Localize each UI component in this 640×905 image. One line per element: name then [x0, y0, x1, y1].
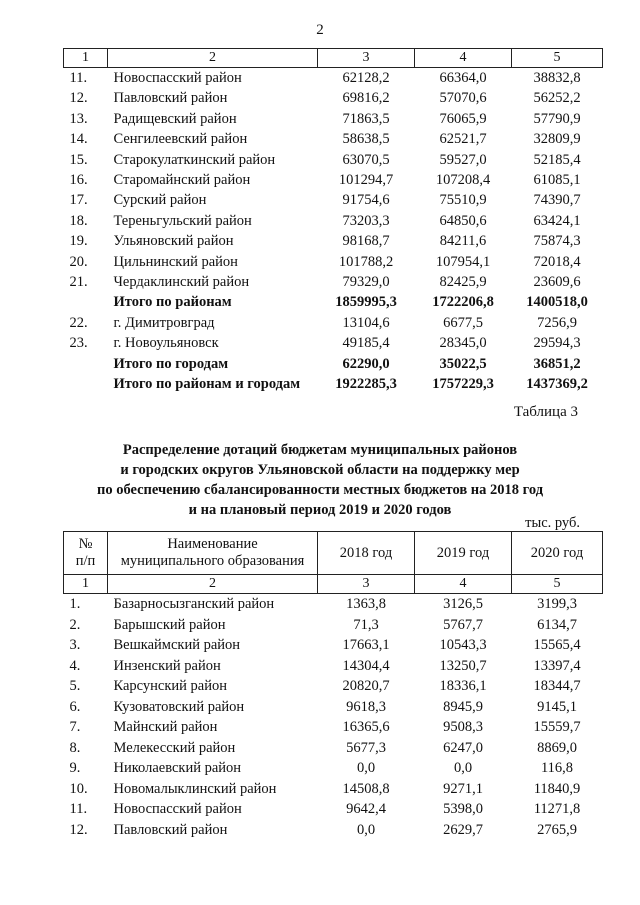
column-index-1: 1: [64, 49, 108, 68]
column-index-5: 5: [512, 575, 603, 594]
row-name: Павловский район: [113, 90, 228, 107]
row-number: [64, 354, 108, 374]
row-name: Ульяновский район: [113, 233, 234, 250]
row-value-2018: 62128,2: [342, 70, 390, 86]
column-index-2: 2: [108, 575, 318, 594]
row-value-2019: 0,0: [453, 760, 473, 776]
row-value-2020: 63424,1: [533, 212, 581, 229]
row-value-2018: 0,0: [356, 760, 376, 776]
row-value-2020: 74390,7: [533, 192, 581, 209]
table-title-line: и городских округов Ульяновской области на поддержку мер: [120, 462, 520, 478]
row-name: г. Новоульяновск: [113, 335, 219, 352]
row-value-2019: 8945,9: [443, 698, 483, 715]
row-value-2018: 49185,4: [342, 335, 390, 352]
column-index-1: 1: [64, 575, 108, 594]
row-number: 3.: [69, 637, 81, 653]
row-value-2018: 9618,3: [346, 698, 386, 715]
row-number: 14.: [69, 131, 88, 148]
row-name: Вешкаймский район: [113, 637, 241, 653]
row-value-2019: 75510,9: [439, 192, 487, 209]
row-value-2019: 76065,9: [439, 110, 487, 127]
table-row: [64, 231, 603, 251]
row-value-2020: 61085,1: [533, 172, 581, 189]
row-value-2020: 52185,4: [533, 151, 581, 168]
row-value-2018: 71863,5: [342, 110, 390, 127]
header-2018: 2018 год: [318, 532, 415, 575]
table-row: [64, 779, 603, 800]
row-value-2019: 107954,1: [435, 253, 491, 270]
row-value-2018: 16365,6: [342, 719, 390, 735]
row-value-2019: 82425,9: [439, 274, 487, 291]
row-value-2019: 28345,0: [439, 335, 487, 352]
table-row: [64, 211, 603, 231]
row-value-2018: 73203,3: [342, 212, 390, 229]
table-row: [64, 738, 603, 759]
column-index-2: 2: [108, 49, 318, 68]
row-value-2019: 1757229,3: [432, 376, 494, 393]
row-value-2020: 36851,2: [533, 355, 581, 372]
row-value-2020: 18344,7: [533, 678, 581, 694]
page-number: 2: [316, 22, 324, 38]
row-number: 5.: [69, 678, 81, 694]
header-name-line1: Наименование: [167, 536, 258, 552]
table-row: [64, 129, 603, 149]
row-value-2020: 38832,8: [533, 70, 581, 86]
row-value-2018: 71,3: [353, 616, 379, 633]
table-row: [64, 758, 603, 779]
row-name: Сурский район: [113, 192, 207, 209]
row-value-2018: 91754,6: [342, 192, 390, 209]
row-value-2018: 14304,4: [342, 657, 390, 674]
table-row: [64, 635, 603, 656]
header-2020: 2020 год: [512, 532, 603, 575]
row-number: 15.: [69, 151, 88, 168]
row-number: 16.: [69, 172, 88, 189]
row-number: [64, 374, 108, 394]
row-value-2018: 101788,2: [338, 253, 394, 270]
header-number-line2: п/п: [75, 553, 96, 569]
row-value-2018: 0,0: [356, 821, 376, 838]
row-value-2019: 35022,5: [439, 355, 487, 372]
row-name: Итого по районам и городам: [113, 376, 301, 393]
table-row: [64, 333, 603, 353]
row-value-2020: 29594,3: [533, 335, 581, 352]
table-row: [64, 656, 603, 677]
table-row: [64, 799, 603, 820]
row-name: Кузоватовский район: [113, 698, 245, 715]
row-number: 19.: [69, 233, 88, 250]
row-number: 22.: [69, 314, 88, 331]
row-number: 12.: [69, 821, 88, 838]
row-value-2018: 1922285,3: [335, 376, 397, 393]
row-value-2018: 79329,0: [342, 274, 390, 291]
row-value-2020: 8869,0: [537, 739, 577, 756]
row-name: Сенгилеевский район: [113, 131, 248, 148]
table-row: [64, 170, 603, 190]
row-name: Инзенский район: [113, 657, 221, 674]
row-name: Радищевский район: [113, 110, 237, 127]
row-number: 17.: [69, 192, 88, 209]
row-value-2019: 107208,4: [435, 172, 491, 189]
row-number: 11.: [69, 70, 88, 86]
row-value-2018: 63070,5: [342, 151, 390, 168]
row-number: [64, 292, 108, 312]
row-number: 21.: [69, 274, 88, 291]
row-name: г. Димитровград: [113, 314, 215, 331]
row-value-2018: 58638,5: [342, 131, 390, 148]
row-value-2020: 1400518,0: [526, 294, 588, 311]
row-value-2020: 13397,4: [533, 657, 581, 674]
row-value-2019: 6677,5: [443, 314, 483, 331]
table-title: [0, 440, 640, 520]
table-row: [64, 88, 603, 108]
row-name: Карсунский район: [113, 678, 228, 694]
table-title-line: Распределение дотаций бюджетам муниципальных районов: [122, 442, 518, 458]
row-value-2019: 59527,0: [439, 151, 487, 168]
table-row: [64, 717, 603, 738]
row-value-2019: 84211,6: [439, 233, 487, 250]
row-value-2020: 7256,9: [537, 314, 577, 331]
row-value-2019: 2629,7: [443, 821, 483, 838]
row-value-2019: 6247,0: [443, 739, 483, 756]
table-row: [64, 354, 603, 374]
row-number: 18.: [69, 212, 88, 229]
row-name: Тереньгульский район: [113, 212, 252, 229]
row-name: Николаевский район: [113, 760, 242, 776]
row-value-2020: 15565,4: [533, 637, 581, 653]
table-row: [64, 313, 603, 333]
column-index-3: 3: [318, 575, 415, 594]
table-row: [64, 374, 603, 394]
header-2019: 2019 год: [415, 532, 512, 575]
row-number: 13.: [69, 110, 88, 127]
row-value-2019: 5767,7: [443, 616, 483, 633]
row-value-2018: 62290,0: [342, 355, 390, 372]
row-value-2020: 9145,1: [537, 698, 577, 715]
table-row: [64, 292, 603, 312]
row-number: 10.: [69, 780, 88, 797]
row-name: Старокулаткинский район: [113, 151, 276, 168]
row-name: Майнский район: [113, 719, 218, 735]
row-name: Базарносызганский район: [113, 596, 275, 612]
row-value-2018: 1363,8: [346, 596, 386, 612]
header-name: [108, 532, 318, 575]
row-number: 23.: [69, 335, 88, 352]
row-value-2020: 75874,3: [533, 233, 581, 250]
row-value-2020: 23609,6: [533, 274, 581, 291]
row-value-2018: 20820,7: [342, 678, 390, 694]
row-value-2020: 15559,7: [533, 719, 581, 735]
units-label: тыс. руб.: [525, 515, 580, 531]
row-value-2018: 98168,7: [342, 233, 390, 250]
row-number: 7.: [69, 719, 81, 735]
header-number-line1: №: [78, 536, 93, 552]
row-value-2018: 5677,3: [346, 739, 386, 756]
row-number: 12.: [69, 90, 88, 107]
table-row: [64, 820, 603, 841]
header-name-line2: муниципального образования: [120, 553, 305, 569]
row-value-2020: 2765,9: [537, 821, 577, 838]
row-number: 20.: [69, 253, 88, 270]
table-row: [64, 150, 603, 170]
row-value-2020: 32809,9: [533, 131, 581, 148]
row-number: 1.: [69, 596, 81, 612]
row-value-2020: 57790,9: [533, 110, 581, 127]
column-index-4: 4: [415, 575, 512, 594]
row-value-2019: 1722206,8: [432, 294, 494, 311]
row-value-2019: 9271,1: [443, 780, 483, 797]
row-value-2019: 13250,7: [439, 657, 487, 674]
row-number: 4.: [69, 657, 81, 674]
row-value-2019: 62521,7: [439, 131, 487, 148]
row-value-2018: 69816,2: [342, 90, 390, 107]
row-name: Новомалыклинский район: [113, 780, 277, 797]
header-number: [64, 532, 108, 575]
column-index-row: [64, 575, 603, 594]
column-index-3: 3: [318, 49, 415, 68]
table-title-line: и на плановый период 2019 и 2020 годов: [188, 502, 452, 518]
row-number: 2.: [69, 616, 81, 633]
row-value-2020: 116,8: [540, 760, 574, 776]
row-number: 9.: [69, 760, 81, 776]
row-value-2019: 18336,1: [439, 678, 487, 694]
row-value-2020: 11840,9: [533, 780, 581, 797]
table-row: [64, 272, 603, 292]
row-name: Новоспасский район: [113, 70, 242, 86]
table-row: [64, 594, 603, 615]
row-name: Итого по городам: [113, 355, 229, 372]
row-value-2018: 101294,7: [338, 172, 394, 189]
row-value-2019: 64850,6: [439, 212, 487, 229]
row-value-2018: 1859995,3: [335, 294, 397, 311]
table-row: [64, 252, 603, 272]
row-value-2019: 10543,3: [439, 637, 487, 653]
row-value-2019: 66364,0: [439, 70, 487, 86]
row-number: 6.: [69, 698, 81, 715]
table-row: [64, 676, 603, 697]
row-value-2019: 3126,5: [443, 596, 483, 612]
row-name: Старомайнский район: [113, 172, 251, 189]
table-header-row: [64, 532, 603, 575]
row-value-2019: 9508,3: [443, 719, 483, 735]
table-row: [64, 68, 603, 89]
column-index-5: 5: [512, 49, 603, 68]
row-value-2018: 13104,6: [342, 314, 390, 331]
table-title-line: по обеспечению сбалансированности местных бюджетов на 2018 год: [96, 482, 544, 498]
row-value-2018: 17663,1: [342, 637, 390, 653]
row-value-2020: 3199,3: [537, 596, 577, 612]
row-value-2020: 56252,2: [533, 90, 581, 107]
row-number: 8.: [69, 739, 81, 756]
row-name: Мелекесский район: [113, 739, 236, 756]
table-row: [64, 109, 603, 129]
table-label: Таблица 3: [513, 404, 578, 420]
row-value-2020: 1437369,2: [526, 376, 588, 393]
row-value-2018: 9642,4: [346, 801, 386, 817]
row-name: Павловский район: [113, 821, 228, 838]
subsidy-table-3: [63, 531, 603, 840]
row-value-2020: 11271,8: [533, 801, 581, 817]
row-name: Чердаклинский район: [113, 274, 250, 291]
row-value-2019: 5398,0: [443, 801, 483, 817]
table-row: [64, 190, 603, 210]
row-value-2020: 72018,4: [533, 253, 581, 270]
column-index-4: 4: [415, 49, 512, 68]
row-name: Итого по районам: [113, 294, 232, 311]
row-name: Барышский район: [113, 616, 226, 633]
row-number: 11.: [69, 801, 88, 817]
table-row: [64, 697, 603, 718]
row-value-2018: 14508,8: [342, 780, 390, 797]
row-name: Новоспасский район: [113, 801, 242, 817]
subsidy-table-continued: [63, 48, 603, 395]
table-row: [64, 615, 603, 636]
row-name: Цильнинский район: [113, 253, 238, 270]
column-index-row: [64, 49, 603, 68]
row-value-2020: 6134,7: [537, 616, 577, 633]
row-value-2019: 57070,6: [439, 90, 487, 107]
